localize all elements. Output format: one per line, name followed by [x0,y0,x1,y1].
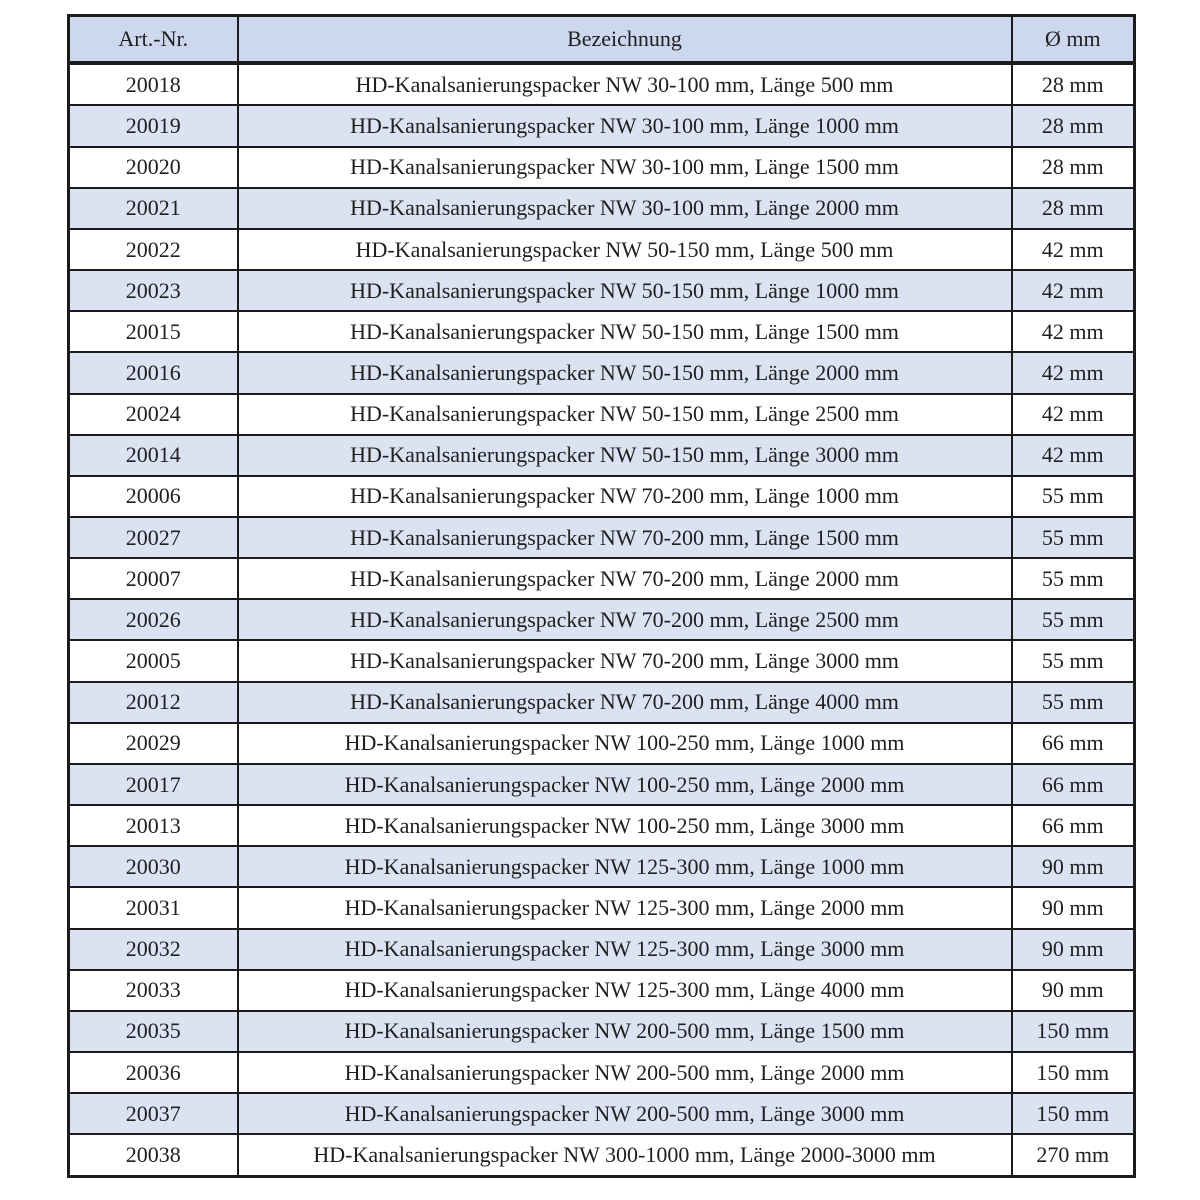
diameter-cell: 90 mm [1012,970,1135,1011]
diameter-cell: 28 mm [1012,147,1135,188]
diameter-cell: 42 mm [1012,311,1135,352]
diameter-cell: 90 mm [1012,846,1135,887]
description-cell: HD-Kanalsanierungspacker NW 70-200 mm, Länge 2000 mm [238,558,1012,599]
table-header-row [69,16,1135,64]
table-row [69,764,1135,805]
description-cell: HD-Kanalsanierungspacker NW 30-100 mm, Länge 1500 mm [238,147,1012,188]
table-row [69,805,1135,846]
description-cell: HD-Kanalsanierungspacker NW 125-300 mm, Länge 4000 mm [238,970,1012,1011]
description-cell: HD-Kanalsanierungspacker NW 200-500 mm, Länge 1500 mm [238,1011,1012,1052]
artnr-cell: 20023 [69,270,238,311]
column-header-bezeichnung: Bezeichnung [238,16,1012,64]
table-row [69,682,1135,723]
table-row [69,105,1135,146]
table-row [69,929,1135,970]
description-cell: HD-Kanalsanierungspacker NW 70-200 mm, Länge 4000 mm [238,682,1012,723]
diameter-cell: 42 mm [1012,229,1135,270]
artnr-cell: 20024 [69,394,238,435]
table-row [69,558,1135,599]
column-header-artnr: Art.-Nr. [69,16,238,64]
description-cell: HD-Kanalsanierungspacker NW 30-100 mm, Länge 2000 mm [238,188,1012,229]
artnr-cell: 20014 [69,435,238,476]
description-cell: HD-Kanalsanierungspacker NW 300-1000 mm, Länge 2000-3000 mm [238,1134,1012,1176]
diameter-cell: 28 mm [1012,188,1135,229]
artnr-cell: 20027 [69,517,238,558]
artnr-cell: 20032 [69,929,238,970]
description-cell: HD-Kanalsanierungspacker NW 100-250 mm, Länge 3000 mm [238,805,1012,846]
diameter-cell: 90 mm [1012,929,1135,970]
artnr-cell: 20029 [69,723,238,764]
table-row [69,723,1135,764]
diameter-cell: 42 mm [1012,352,1135,393]
artnr-cell: 20037 [69,1093,238,1134]
description-cell: HD-Kanalsanierungspacker NW 200-500 mm, Länge 3000 mm [238,1093,1012,1134]
table-row [69,311,1135,352]
diameter-cell: 55 mm [1012,682,1135,723]
artnr-cell: 20038 [69,1134,238,1176]
table-row [69,394,1135,435]
diameter-cell: 66 mm [1012,723,1135,764]
column-header-diameter: Ø mm [1012,16,1135,64]
diameter-cell: 55 mm [1012,476,1135,517]
table-row [69,846,1135,887]
table-row [69,887,1135,928]
description-cell: HD-Kanalsanierungspacker NW 50-150 mm, Länge 1000 mm [238,270,1012,311]
description-cell: HD-Kanalsanierungspacker NW 100-250 mm, Länge 1000 mm [238,723,1012,764]
table-row [69,517,1135,558]
description-cell: HD-Kanalsanierungspacker NW 200-500 mm, Länge 2000 mm [238,1052,1012,1093]
diameter-cell: 150 mm [1012,1052,1135,1093]
diameter-cell: 90 mm [1012,887,1135,928]
table-row [69,1093,1135,1134]
description-cell: HD-Kanalsanierungspacker NW 100-250 mm, Länge 2000 mm [238,764,1012,805]
diameter-cell: 55 mm [1012,640,1135,681]
description-cell: HD-Kanalsanierungspacker NW 70-200 mm, Länge 1000 mm [238,476,1012,517]
artnr-cell: 20020 [69,147,238,188]
description-cell: HD-Kanalsanierungspacker NW 30-100 mm, Länge 1000 mm [238,105,1012,146]
artnr-cell: 20019 [69,105,238,146]
artnr-cell: 20033 [69,970,238,1011]
table-row [69,435,1135,476]
description-cell: HD-Kanalsanierungspacker NW 50-150 mm, Länge 1500 mm [238,311,1012,352]
description-cell: HD-Kanalsanierungspacker NW 70-200 mm, Länge 2500 mm [238,599,1012,640]
table-body [69,63,1135,1177]
description-cell: HD-Kanalsanierungspacker NW 125-300 mm, Länge 2000 mm [238,887,1012,928]
diameter-cell: 66 mm [1012,805,1135,846]
artnr-cell: 20016 [69,352,238,393]
diameter-cell: 66 mm [1012,764,1135,805]
artnr-cell: 20012 [69,682,238,723]
table-row [69,970,1135,1011]
artnr-cell: 20006 [69,476,238,517]
artnr-cell: 20017 [69,764,238,805]
artnr-cell: 20015 [69,311,238,352]
diameter-cell: 55 mm [1012,517,1135,558]
diameter-cell: 150 mm [1012,1093,1135,1134]
artnr-cell: 20022 [69,229,238,270]
diameter-cell: 28 mm [1012,63,1135,105]
description-cell: HD-Kanalsanierungspacker NW 125-300 mm, Länge 1000 mm [238,846,1012,887]
diameter-cell: 55 mm [1012,599,1135,640]
artnr-cell: 20013 [69,805,238,846]
table-row [69,147,1135,188]
table-row [69,640,1135,681]
table-row [69,476,1135,517]
table-row [69,229,1135,270]
artnr-cell: 20031 [69,887,238,928]
artnr-cell: 20035 [69,1011,238,1052]
description-cell: HD-Kanalsanierungspacker NW 50-150 mm, Länge 3000 mm [238,435,1012,476]
diameter-cell: 42 mm [1012,435,1135,476]
artnr-cell: 20018 [69,63,238,105]
description-cell: HD-Kanalsanierungspacker NW 50-150 mm, Länge 2000 mm [238,352,1012,393]
table-row [69,1052,1135,1093]
description-cell: HD-Kanalsanierungspacker NW 70-200 mm, Länge 1500 mm [238,517,1012,558]
article-table [67,14,1136,1178]
table-row [69,1011,1135,1052]
table-row [69,63,1135,105]
artnr-cell: 20007 [69,558,238,599]
diameter-cell: 270 mm [1012,1134,1135,1176]
description-cell: HD-Kanalsanierungspacker NW 125-300 mm, Länge 3000 mm [238,929,1012,970]
table-row [69,352,1135,393]
description-cell: HD-Kanalsanierungspacker NW 70-200 mm, Länge 3000 mm [238,640,1012,681]
table-row [69,188,1135,229]
diameter-cell: 150 mm [1012,1011,1135,1052]
description-cell: HD-Kanalsanierungspacker NW 50-150 mm, Länge 500 mm [238,229,1012,270]
diameter-cell: 28 mm [1012,105,1135,146]
table-row [69,270,1135,311]
table-row [69,1134,1135,1176]
description-cell: HD-Kanalsanierungspacker NW 30-100 mm, Länge 500 mm [238,63,1012,105]
diameter-cell: 42 mm [1012,394,1135,435]
description-cell: HD-Kanalsanierungspacker NW 50-150 mm, Länge 2500 mm [238,394,1012,435]
table-row [69,599,1135,640]
diameter-cell: 42 mm [1012,270,1135,311]
artnr-cell: 20030 [69,846,238,887]
diameter-cell: 55 mm [1012,558,1135,599]
artnr-cell: 20005 [69,640,238,681]
artnr-cell: 20036 [69,1052,238,1093]
artnr-cell: 20026 [69,599,238,640]
artnr-cell: 20021 [69,188,238,229]
